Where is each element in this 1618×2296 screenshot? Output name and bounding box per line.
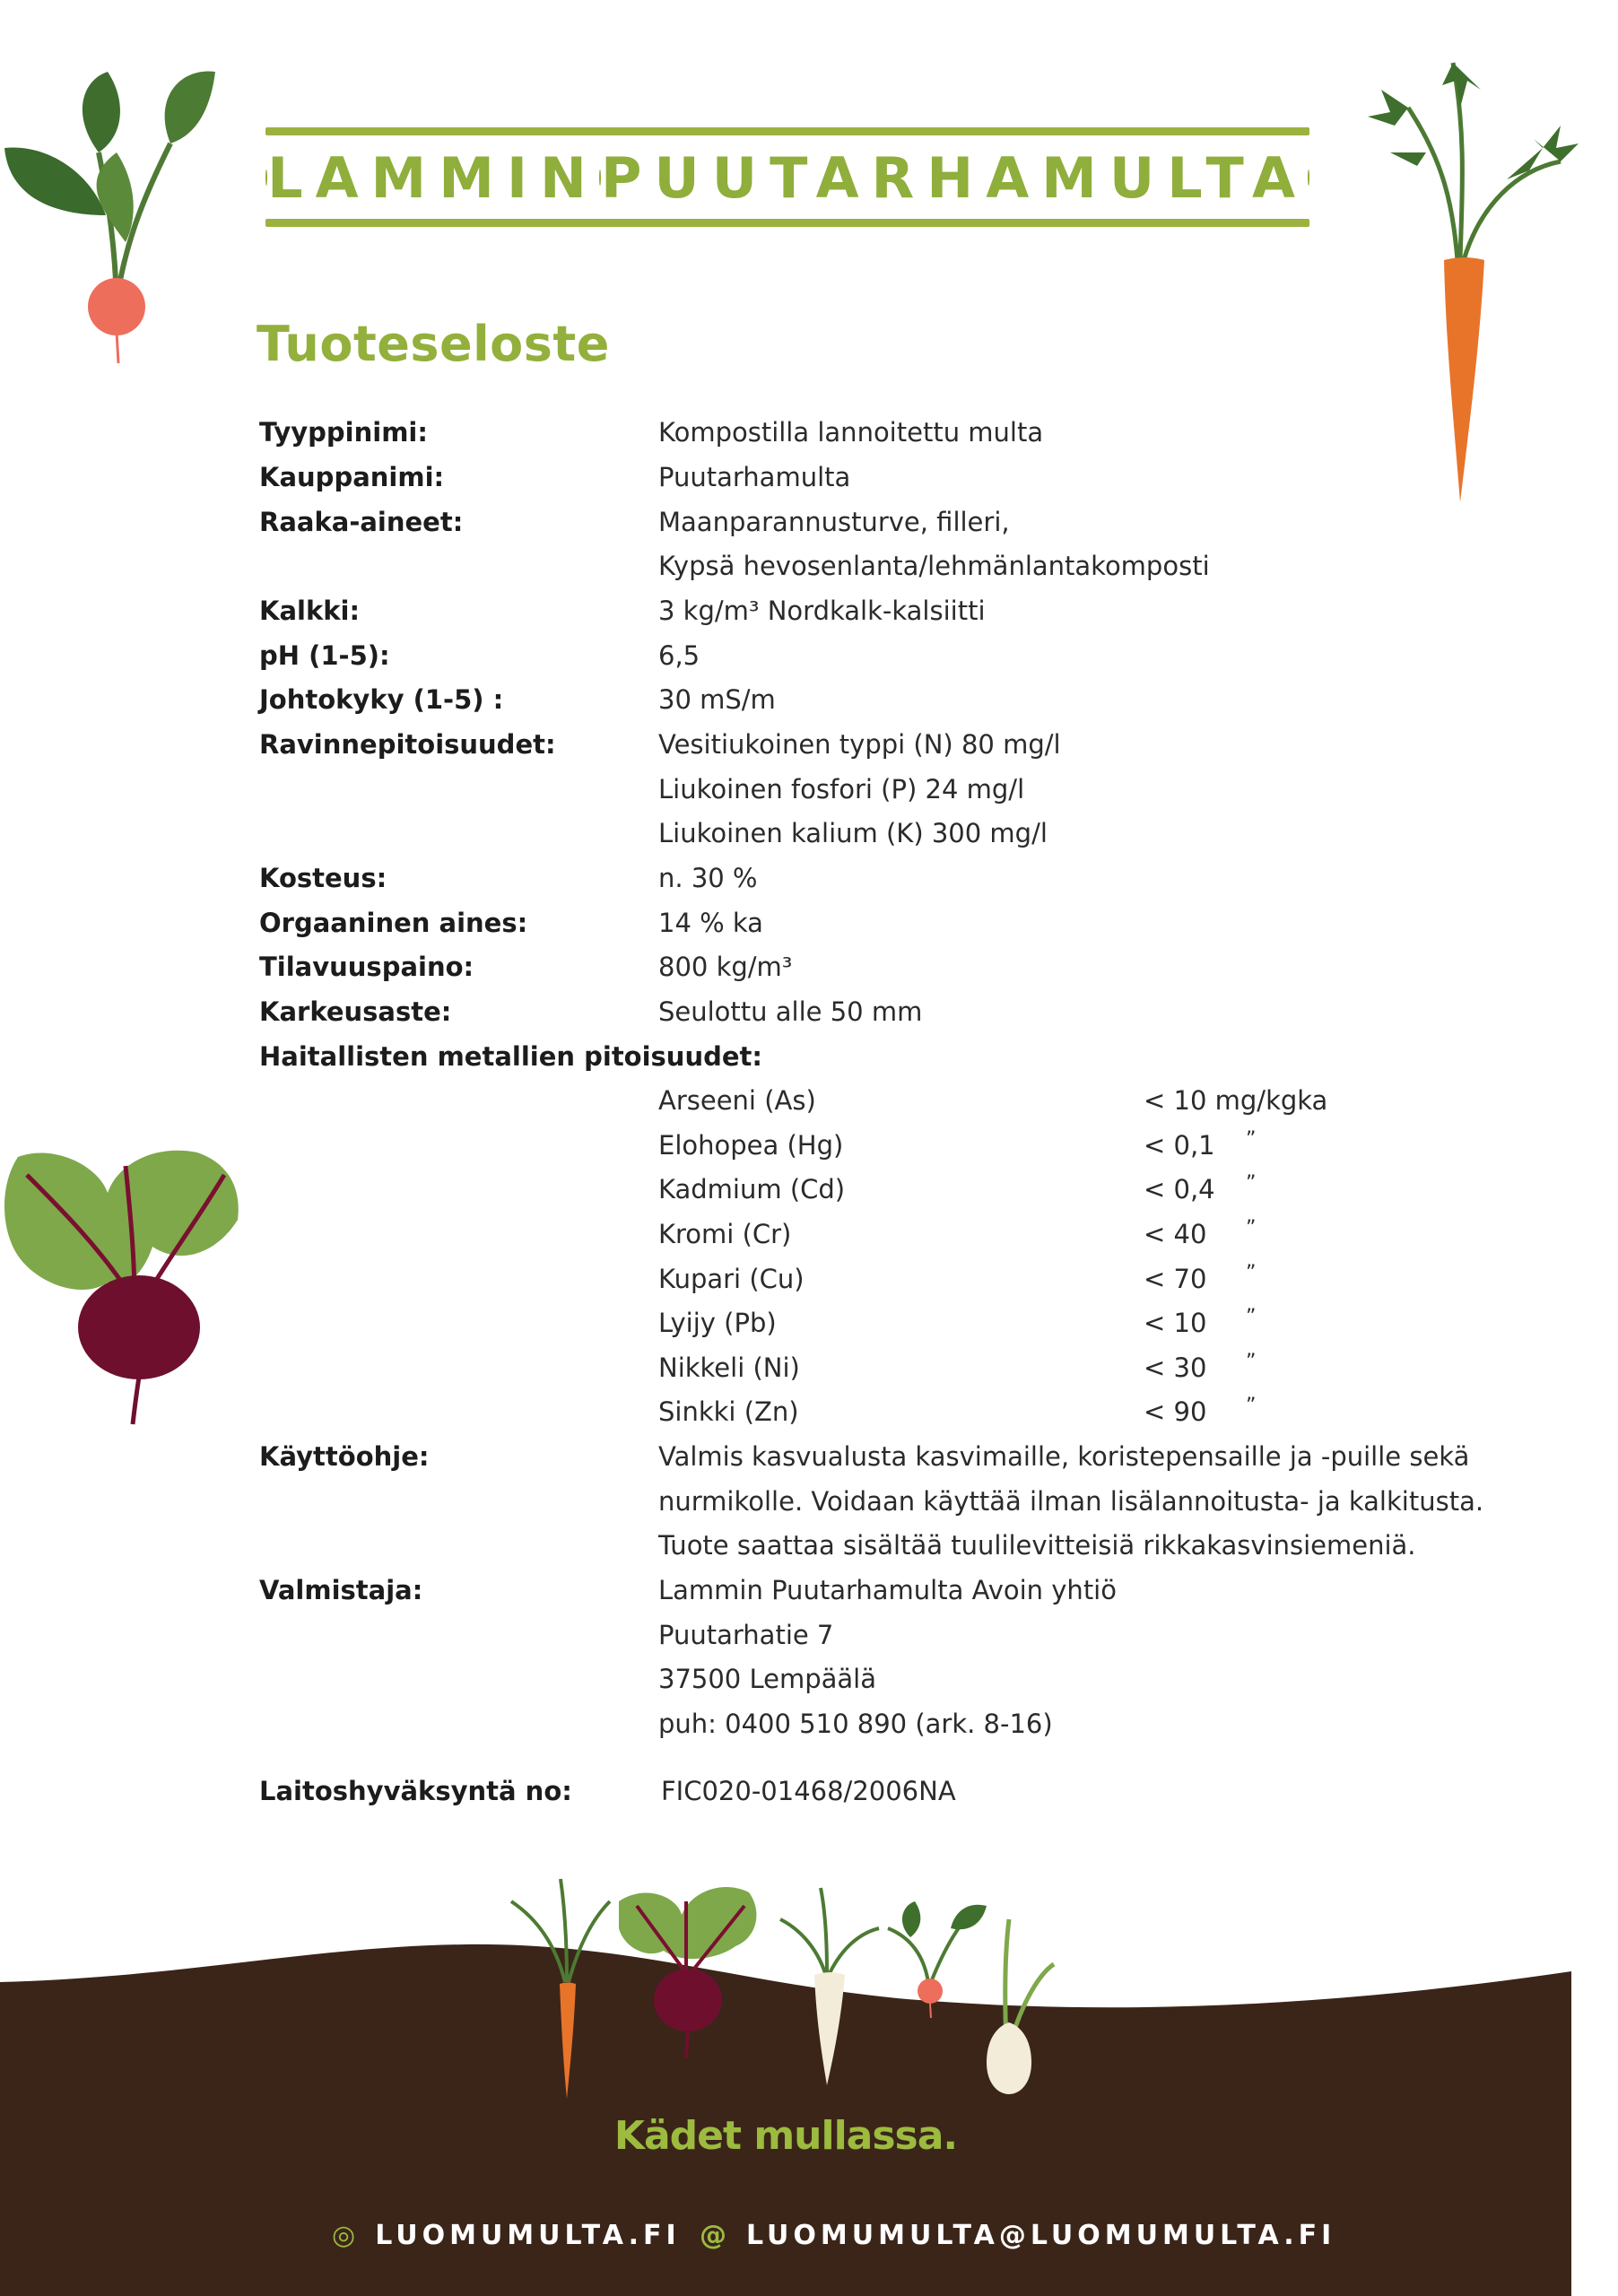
ditto-mark: ” — [1246, 1351, 1257, 1373]
footer-beet-icon — [619, 1887, 756, 2058]
spec-row — [259, 946, 1533, 987]
metal-limit: < 10 — [1144, 1308, 1207, 1338]
spec-label: Ravinnepitoisuudet: — [259, 729, 556, 760]
footer-onion-icon — [987, 1919, 1054, 2094]
metal-limit: < 10 mg/kgka — [1144, 1085, 1328, 1116]
brand-word-puutarhamulta: PUUTARHAMULTA — [600, 144, 1308, 211]
metal-name: Arseeni (As) — [658, 1085, 816, 1116]
globe-icon: ◎ — [332, 2219, 356, 2251]
email-text: LUOMUMULTA@LUOMUMULTA.FI — [746, 2219, 1336, 2251]
footer-carrot-icon — [511, 1879, 610, 2099]
ditto-mark: ” — [1246, 1262, 1257, 1284]
radish-illustration — [0, 63, 233, 368]
brand-header — [265, 142, 1309, 213]
spec-value: Liukoinen fosfori (P) 24 mg/l — [658, 774, 1025, 804]
manufacturer-phone: puh: 0400 510 890 (ark. 8-16) — [658, 1709, 1053, 1739]
usage-line: nurmikolle. Voidaan käyttää ilman lisälannoitusta- ja kalkitusta. — [658, 1486, 1484, 1517]
page-title: Tuoteseloste — [257, 316, 610, 372]
metal-name: Kromi (Cr) — [658, 1219, 792, 1249]
metals-heading: Haitallisten metallien pitoisuudet: — [259, 1041, 762, 1072]
metal-limit: < 30 — [1144, 1352, 1207, 1383]
website-link[interactable] — [332, 2215, 681, 2255]
metal-row — [259, 1391, 1533, 1432]
brand-word-lammin: LAMMIN — [267, 144, 599, 211]
usage-label: Käyttöohje: — [259, 1441, 430, 1472]
spec-value: Puutarhamulta — [658, 462, 851, 492]
spec-value: Kypsä hevosenlanta/lehmänlantakomposti — [658, 551, 1210, 581]
metal-limit: < 40 — [1144, 1219, 1207, 1249]
spec-label: Kauppanimi: — [259, 462, 445, 492]
spec-label: Kosteus: — [259, 863, 387, 893]
metal-name: Sinkki (Zn) — [658, 1396, 799, 1427]
spec-label: Raaka-aineet: — [259, 507, 464, 537]
spec-value: Seulottu alle 50 mm — [658, 996, 923, 1027]
spec-row — [259, 412, 1533, 453]
metal-name: Lyijy (Pb) — [658, 1308, 777, 1338]
manufacturer-row — [259, 1570, 1533, 1611]
spec-row — [259, 902, 1533, 944]
metal-name: Elohopea (Hg) — [658, 1130, 844, 1161]
ditto-mark: ” — [1246, 1217, 1257, 1239]
beet-illustration — [0, 1139, 260, 1426]
spec-value: n. 30 % — [658, 863, 758, 893]
metal-name: Kupari (Cu) — [658, 1264, 805, 1294]
footer-vegetables-illustration — [502, 1874, 1058, 2108]
spec-row — [259, 679, 1533, 720]
spec-value: 800 kg/m³ — [658, 952, 793, 982]
spec-value: Maanparannusturve, filleri, — [658, 507, 1010, 537]
spec-row — [259, 724, 1533, 765]
spec-value: Vesitiukoinen typpi (N) 80 mg/l — [658, 729, 1061, 760]
metal-name: Nikkeli (Ni) — [658, 1352, 800, 1383]
manufacturer-line: Puutarhatie 7 — [658, 1620, 834, 1650]
spec-row — [259, 857, 1533, 899]
manufacturer-row — [259, 1658, 1533, 1700]
spec-label: Kalkki: — [259, 596, 361, 626]
footer-slogan: Kädet mullassa. — [613, 2113, 958, 2159]
spec-value: Liukoinen kalium (K) 300 mg/l — [658, 818, 1048, 848]
metal-limit: < 70 — [1144, 1264, 1207, 1294]
email-link[interactable] — [700, 2215, 1335, 2255]
metal-row — [259, 1347, 1533, 1388]
spec-row — [259, 545, 1533, 587]
spec-value: 14 % ka — [658, 908, 763, 938]
header-top-rule — [265, 127, 1309, 135]
ditto-mark: ” — [1246, 1172, 1257, 1195]
ditto-mark: ” — [1246, 1128, 1257, 1151]
footer-parsnip-icon — [780, 1888, 879, 2085]
header-bottom-rule — [265, 219, 1309, 227]
metal-row — [259, 1302, 1533, 1344]
spec-row — [259, 769, 1533, 810]
manufacturer-line: Lammin Puutarhamulta Avoin yhtiö — [658, 1575, 1117, 1605]
metal-row — [259, 1258, 1533, 1300]
approval-row — [259, 1770, 1533, 1812]
spec-row — [259, 991, 1533, 1032]
metal-name: Kadmium (Cd) — [658, 1174, 846, 1205]
usage-row — [259, 1436, 1533, 1477]
spec-label: Tilavuuspaino: — [259, 952, 474, 982]
spec-row — [259, 501, 1533, 543]
manufacturer-row — [259, 1614, 1533, 1656]
metal-row — [259, 1080, 1533, 1121]
footer-radish-icon — [888, 1901, 987, 2018]
usage-row — [259, 1525, 1533, 1566]
spec-value: Kompostilla lannoitettu multa — [658, 417, 1044, 448]
spec-row — [259, 635, 1533, 676]
approval-label: Laitoshyväksyntä no: — [259, 1776, 572, 1806]
spec-value: 6,5 — [658, 640, 700, 671]
metal-row — [259, 1125, 1533, 1166]
spec-label: Johtokyky (1-5) : — [259, 684, 504, 715]
manufacturer-line: 37500 Lempäälä — [658, 1664, 876, 1694]
spec-label: Tyyppinimi: — [259, 417, 428, 448]
metal-limit: < 0,4 — [1144, 1174, 1215, 1205]
approval-number: FIC020-01468/2006NA — [661, 1776, 956, 1806]
metal-limit: < 0,1 — [1144, 1130, 1215, 1161]
manufacturer-row — [259, 1703, 1533, 1744]
usage-line: Valmis kasvualusta kasvimaille, koristepensaille ja -puille sekä — [658, 1441, 1470, 1472]
spec-label: Karkeusaste: — [259, 996, 452, 1027]
spec-label: pH (1-5): — [259, 640, 390, 671]
ditto-mark: ” — [1246, 1395, 1257, 1417]
brand-dot-icon — [1308, 170, 1309, 186]
spec-value: 3 kg/m³ Nordkalk-kalsiitti — [658, 596, 986, 626]
manufacturer-label: Valmistaja: — [259, 1575, 423, 1605]
at-sign-icon: @ — [700, 2219, 726, 2251]
metals-heading-row — [259, 1036, 1533, 1077]
ditto-mark: ” — [1246, 1306, 1257, 1328]
spec-row — [259, 590, 1533, 631]
metal-row — [259, 1169, 1533, 1210]
spec-row — [259, 813, 1533, 854]
website-text: LUOMUMULTA.FI — [375, 2219, 681, 2251]
usage-row — [259, 1481, 1533, 1522]
spec-label: Orgaaninen aines: — [259, 908, 528, 938]
metal-row — [259, 1213, 1533, 1255]
usage-line: Tuote saattaa sisältää tuulilevitteisiä rikkakasvinsiemeniä. — [658, 1530, 1416, 1561]
metal-limit: < 90 — [1144, 1396, 1207, 1427]
spec-value: 30 mS/m — [658, 684, 776, 715]
spec-row — [259, 457, 1533, 498]
